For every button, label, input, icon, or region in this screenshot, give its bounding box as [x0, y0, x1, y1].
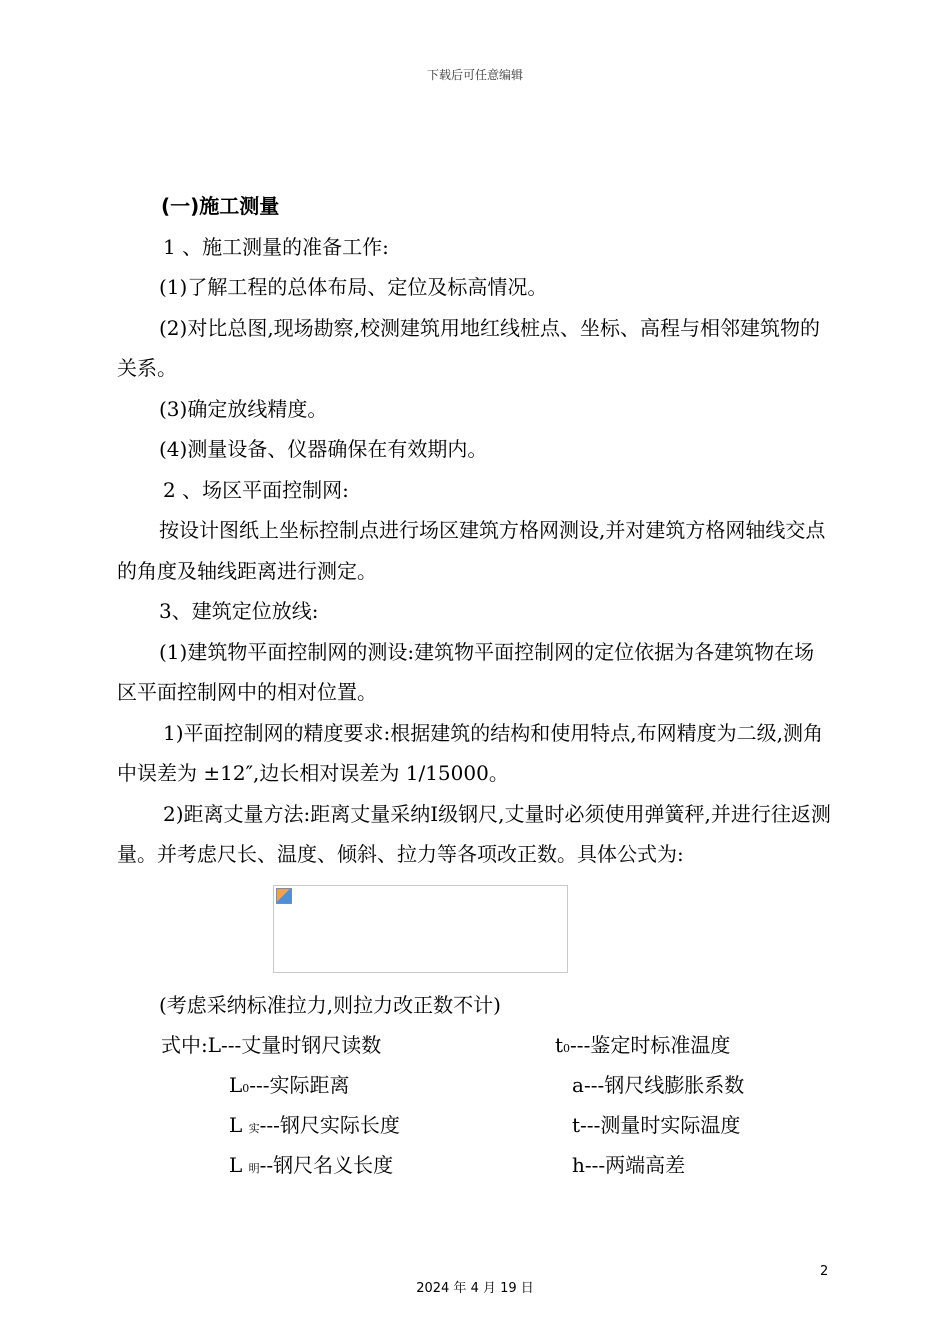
paragraph: (1)建筑物平面控制网的测设:建筑物平面控制网的定位依据为各建筑物在场区平面控制网中的相对位置。: [117, 639, 815, 704]
formula-image-placeholder: [273, 885, 568, 973]
paragraph: (1)了解工程的总体布局、定位及标高情况。: [159, 275, 548, 299]
paragraph: 3、建筑定位放线:: [159, 599, 319, 623]
note-paragraph: (考虑采纳标准拉力,则拉力改正数不计): [159, 992, 501, 1017]
page-number: 2: [820, 1264, 829, 1279]
legend-entry: 式中:L---丈量时钢尺读数: [161, 1033, 382, 1057]
formula-legend: [117, 1025, 833, 1187]
document-body: [117, 186, 833, 1187]
legend-entry: L0---实际距离: [229, 1073, 350, 1097]
paragraph: 2 、场区平面控制网:: [163, 477, 349, 502]
paragraph: (2)对比总图,现场勘察,校测建筑用地红线桩点、坐标、高程与相邻建筑物的关系。: [117, 315, 821, 380]
legend-entry: L 实---钢尺实际长度: [229, 1113, 400, 1137]
legend-entry: t0---鉴定时标准温度: [555, 1033, 731, 1057]
paragraph: 2)距离丈量方法:距离丈量采纳Ⅰ级钢尺,丈量时必须使用弹簧秤,并进行往返测量。并考虑尺长、温度、倾斜、拉力等各项改正数。具体公式为:: [117, 801, 831, 866]
legend-entry: t---测量时实际温度: [572, 1113, 741, 1137]
paragraph: 1)平面控制网的精度要求:根据建筑的结构和使用特点,布网精度为二级,测角中误差为 ±12″,边长相对误差为 1/15000。: [117, 720, 823, 785]
broken-image-icon: [276, 888, 292, 904]
paragraph: 1 、施工测量的准备工作:: [163, 234, 389, 259]
legend-entry: a---钢尺线膨胀系数: [572, 1073, 745, 1097]
paragraph: (3)确定放线精度。: [159, 396, 328, 421]
section-heading: (一)施工测量: [161, 194, 280, 218]
page-footer-date: 2024 年 4 月 19 日: [416, 1281, 534, 1296]
page-header: 下载后可任意编辑: [426, 68, 523, 82]
paragraph: (4)测量设备、仪器确保在有效期内。: [159, 437, 488, 461]
legend-entry: L 明--钢尺名义长度: [229, 1153, 394, 1177]
paragraph: 按设计图纸上坐标控制点进行场区建筑方格网测设,并对建筑方格网轴线交点的角度及轴线距离进行测定。: [117, 518, 826, 583]
legend-entry: h---两端高差: [572, 1153, 686, 1177]
